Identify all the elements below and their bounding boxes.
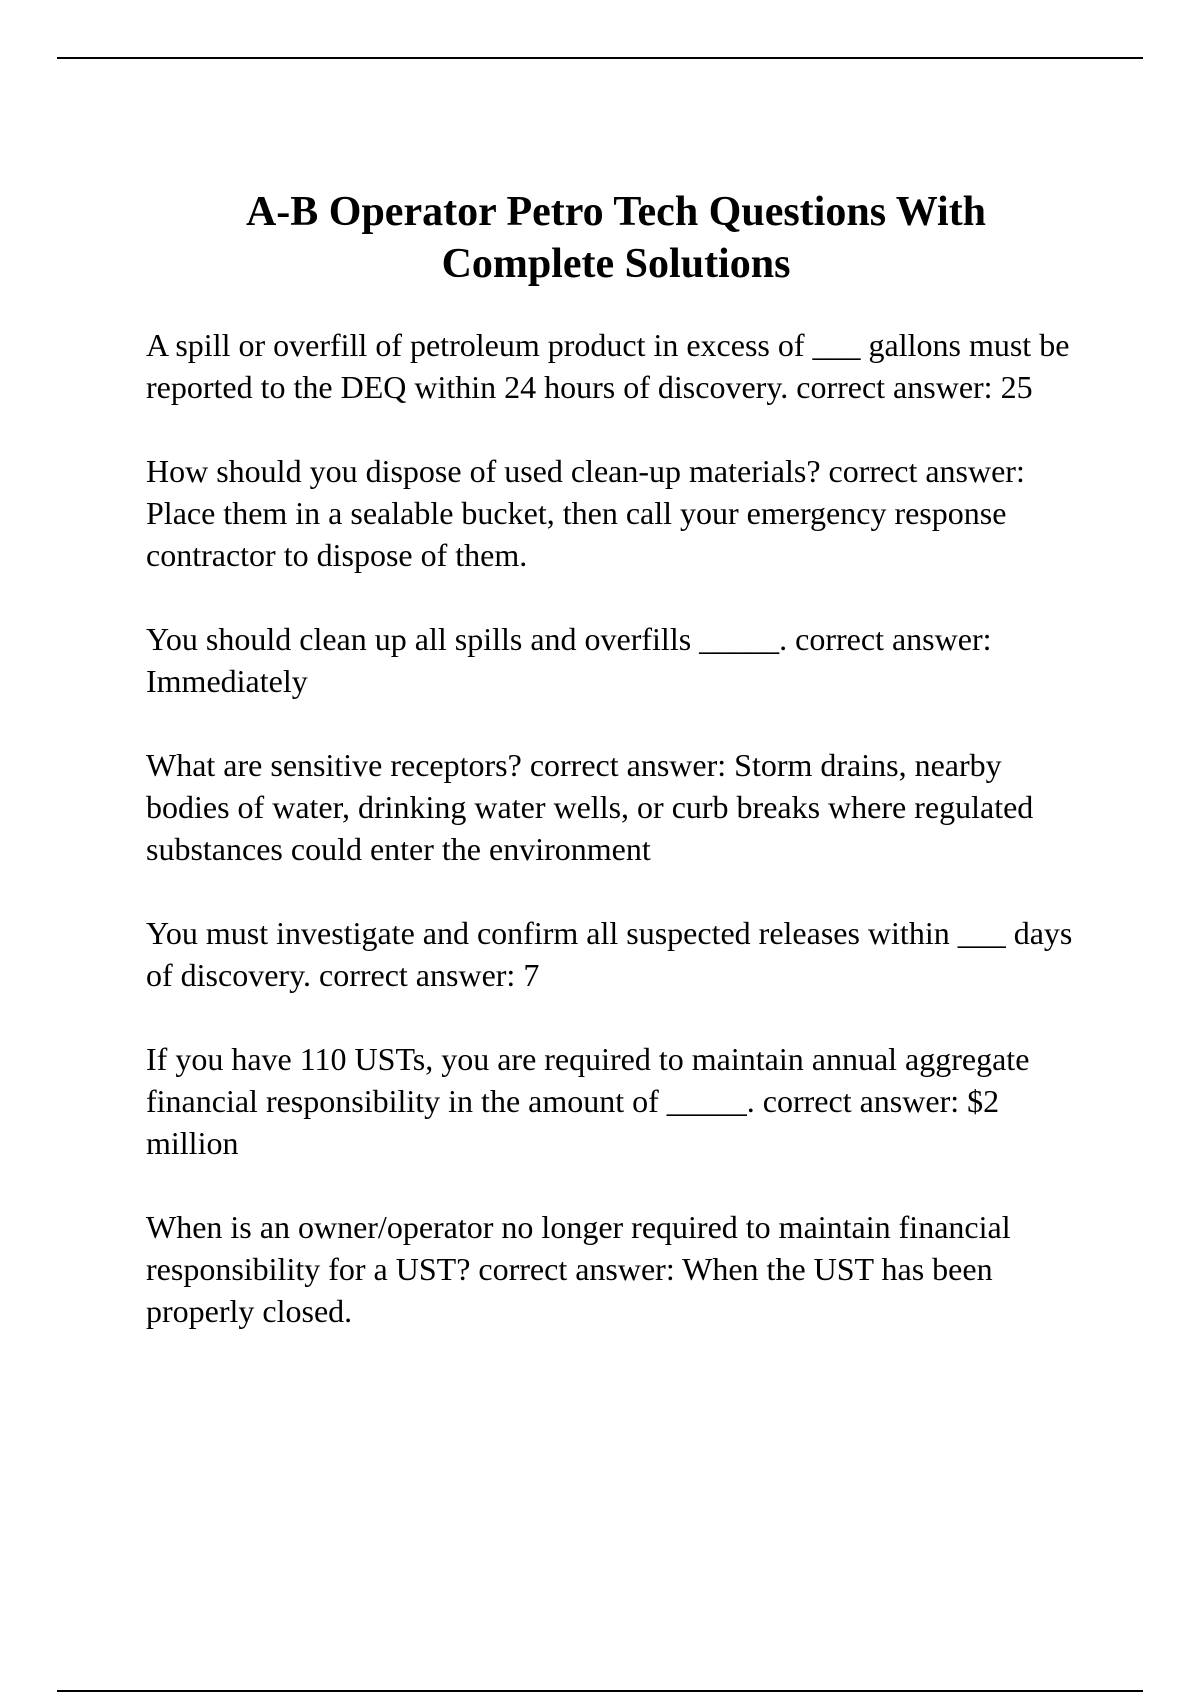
qa-item: When is an owner/operator no longer required to maintain financial responsibility for a UST? correct answer: When the UST has been properly closed. (146, 1209, 1011, 1329)
footer-rule (57, 1690, 1143, 1692)
qa-item: You must investigate and confirm all suspected releases within ___ days of discovery. correct answer: 7 (146, 915, 1073, 993)
document-body (146, 186, 1086, 1374)
title-line-1: A-B Operator Petro Tech Questions With (245, 189, 987, 235)
title-line-2: Complete Solutions (441, 241, 791, 287)
qa-item: If you have 110 USTs, you are required to maintain annual aggregate financial responsibility in the amount of _____. correct answer: $2 million (146, 1041, 1030, 1161)
header-rule (57, 57, 1143, 59)
document-title (116, 186, 1116, 290)
qa-item: How should you dispose of used clean-up materials? correct answer: Place them in a sealable bucket, then call your emergency response contractor to dispose of them. (146, 453, 1025, 573)
qa-list (146, 324, 1086, 1332)
qa-item: You should clean up all spills and overfills _____. correct answer: Immediately (146, 621, 992, 699)
qa-item: What are sensitive receptors? correct answer: Storm drains, nearby bodies of water, drinking water wells, or curb breaks where regulated substances could enter the environment (146, 747, 1034, 867)
qa-item: A spill or overfill of petroleum product in excess of ___ gallons must be reported to the DEQ within 24 hours of discovery. correct answer: 25 (146, 327, 1070, 405)
